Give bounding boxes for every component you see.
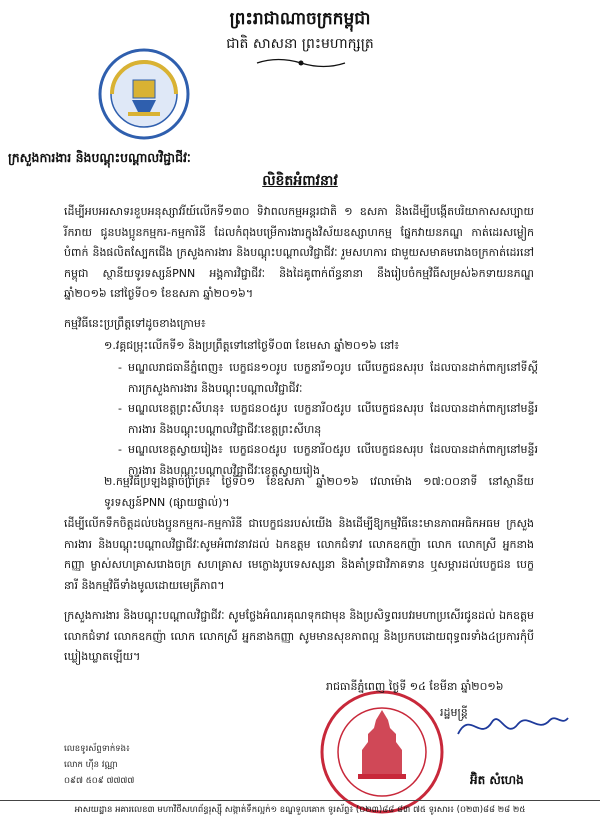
paragraph-round-one: ១.វគ្គជម្រុះលើកទី១ និងប្រព្រឹត្តទៅនៅថ្ងៃទី០៣ ខែមេសា ឆ្នាំ២០១៦ នៅ៖ [104,339,400,352]
handwritten-signature [452,704,572,748]
contact-phone: ០៩៧ ៥០៩ ៧៧៧៧ [64,776,135,786]
official-stamp [318,688,446,816]
paragraph-program: កម្មវិធីនេះប្រព្រឹត្តទៅដូចខាងក្រោម៖ [64,317,206,330]
paragraph-final-round: ២.កម្មវិធីប្រឡងផ្តាច់ព្រ័ត្រ៖ ថ្ងៃទី០១ ខែឧសភា ឆ្នាំ២០១៦ វេលាម៉ោង ១៧:០០នាទី នៅស្ថានីយទូរទស្សន៍PNN (ផ្សាយផ្ទាល់)។ [104,475,534,509]
national-motto: ជាតិ សាសនា ព្រះមហាក្សត្រ [226,36,374,52]
kingdom-title: ព្រះរាជាណាចក្រកម្ពុជា [229,9,371,29]
ministry-logo [98,48,190,140]
round-one-list [118,358,538,481]
ornament-divider [255,56,347,70]
list-item: - មណ្ឌលរាជធានីភ្នំពេញ៖ បេក្ខជន១០រូប បេក្ខនារី១០រូប លើបេក្ខជនសរុប ដែលបានដាក់ពាក្យនៅទីស្តីការក្រសួងការងារ និងបណ្តុះបណ្តាលវិជ្ជាជីវៈ [118,358,538,399]
address-footer: អាសយដ្ឋាន អគារលេខ៣ មហាវិថីសហព័ន្ធរុស្ស៊ី សង្កាត់ទឹកល្អក់១ ខណ្ឌទួលគោក ទូរស័ព្ទ៖ (០២៣)៨៨ ៨៣ ៧៥ ទូរសារ៖ (០២៣)៨៨ ២៨ ២៥ [0,800,600,817]
document-title: លិខិតអំពាវនាវ [262,173,338,189]
paragraph-thanks: ក្រសួងការងារ និងបណ្តុះបណ្តាលវិជ្ជាជីវៈ សូមថ្លែងអំណរគុណទុកជាមុន និងប្រសិទ្ធពរបវរមហាប្រសើរជូនដល់ ឯកឧត្តម លោកជំទាវ លោកឧកញ៉ា លោក លោកស្រី អ្នកនាងកញ្ញា សូមមានសុខភាពល្អ និងប្រកបដោយពុទ្ធពរទាំង៤ប្រការកុំបីឃ្លៀងឃ្លាតឡើយ។ [64,609,534,663]
signer-name: អ៊ិត សំហេង [470,773,524,787]
signer-role: រដ្ឋមន្ត្រី [440,706,468,719]
contact-label: លេខទូរស័ព្ទទាក់ទង៖ [64,744,130,754]
contact-person: លោក ហ៊ីន វណ្ណា [64,760,118,770]
paragraph-appeal: ដើម្បីលើកទឹកចិត្តដល់បងប្អូនកម្មករ-កម្មការិនី ជាបេក្ខជនរបស់យើង និងដើម្បីឱ្យកម្មវិធីនេះមានភាពអធិកអធម ក្រសួងការងារ និងបណ្តុះបណ្តាលវិជ្ជាជីវៈសូមអំពាវនាវដល់ ឯកឧត្តម លោកជំទាវ លោកឧកញ៉ា លោក លោកស្រី អ្នកនាងកញ្ញា ម្ចាស់សហគ្រាសរោងចក្រ សហគ្រាស មេក្លោងរូបទេសស្សនា និងគាំទ្រជាវិភាគទាន ឬសម្ភារដល់បេក្ខជន បេក្ខនារី និងកម្មវិធីទាំងមូលដោយមេត្រីភាព។ [64,517,534,592]
ministry-name: ក្រសួងការងារ និងបណ្តុះបណ្តាលវិជ្ជាជីវៈ [8,150,191,165]
list-item: - មណ្ឌលខេត្តស្វាយរៀង៖ បេក្ខជន០៥រូប បេក្ខនារី០៥រូប លើបេក្ខជនសរុប ដែលបានដាក់ពាក្យនៅមន្ទីរការងារ និងបណ្តុះបណ្តាលវិជ្ជាជីវៈខេត្តស្វាយរៀង [118,440,538,481]
paragraph-intro: ដើម្បីអបអរសាទរខួបអនុស្សាវរីយ៍លើកទី១៣០ ទិវាពលកម្មអន្តរជាតិ ១ ឧសភា និងដើម្បីបង្កើតបរិយាកាសសប្បាយរីករាយ ជូនបងប្អូនកម្មករ-កម្មការិនី ដែលកំពុងបម្រើការងារក្នុងវិស័យឧស្សាហកម្ម ផ្នែកវាយនភណ្ឌ កាត់ដេរសម្លៀកបំពាក់ និងផលិតស្បែកជើង ក្រសួងការងារ និងបណ្តុះបណ្តាលវិជ្ជាជីវៈ រួមសហការ ជាមួយសមាគមរោងចក្រកាត់ដេរនៅកម្ពុជា ស្ថានីយទូរទស្សន៍PNN អង្គការវិជ្ជាជីវៈ និងដៃគូពាក់ព័ន្ធនានា នឹងរៀបចំកម្មវិធីសម្រស់៦កទាយនភណ្ឌឆ្នាំ២០១៦ នៅថ្ងៃទី០១ ខែឧសភា ឆ្នាំ២០១៦។ [64,205,534,300]
list-item: - មណ្ឌលខេត្តព្រះសីហនុ៖ បេក្ខជន០៥រូប បេក្ខនារី០៥រូប លើបេក្ខជនសរុប ដែលបានដាក់ពាក្យនៅមន្ទីរការងារ និងបណ្តុះបណ្តាលវិជ្ជាជីវៈខេត្តព្រះសីហនុ [118,399,538,440]
signature-date: រាជធានីភ្នំពេញ ថ្ងៃទី ១៤ ខែមីនា ឆ្នាំ២០១៦ [326,680,504,693]
